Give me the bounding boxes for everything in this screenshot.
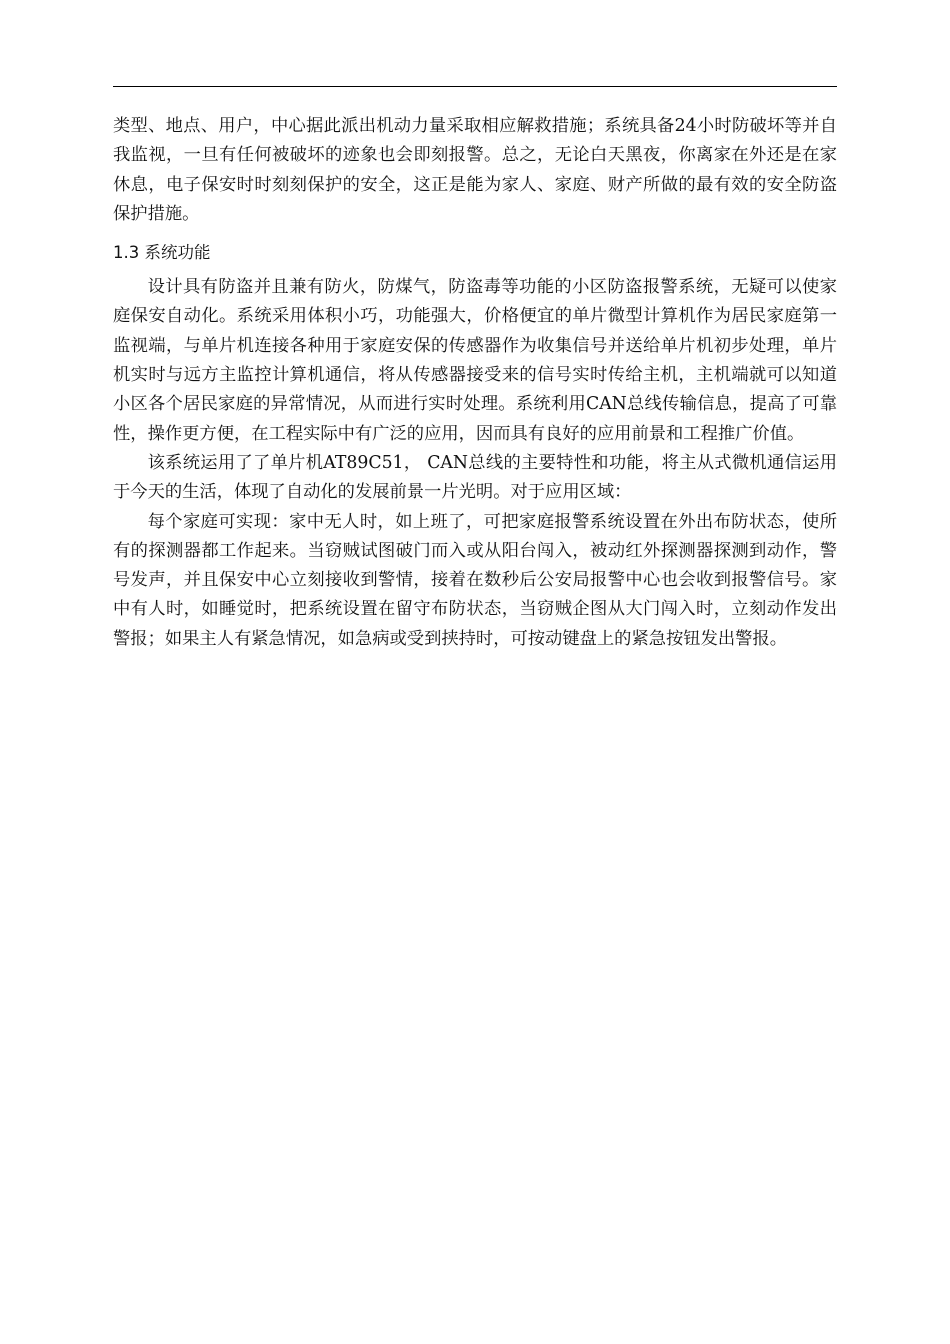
paragraph-system-usage: 该系统运用了了单片机AT89C51， CAN总线的主要特性和功能，将主从式微机通信运用于今天的生活，体现了自动化的发展前景一片光明。对于应用区域： [113, 452, 837, 503]
section-heading: 1.3 系统功能 [113, 243, 211, 263]
document-body [113, 112, 837, 654]
paragraph-system-design: 设计具有防盗并且兼有防火，防煤气，防盗毒等功能的小区防盗报警系统，无疑可以使家庭保安自动化。系统采用体积小巧，功能强大，价格便宜的单片微型计算机作为居民家庭第一监视端，与单片机连接各种用于家庭安保的传感器作为收集信号并送给单片机初步处理，单片机实时与远方主监控计算机通信，将从传感器接受来的信号实时传给主机，主机端就可以知道小区各个居民家庭的异常情况，从而进行实时处理。系统利用CAN总线传输信息，提高了可靠性，操作更方便，在工程实际中有广泛的应用，因而具有良好的应用前景和工程推广价值。 [113, 277, 837, 444]
paragraph-home-application: 每个家庭可实现：家中无人时，如上班了，可把家庭报警系统设置在外出布防状态，使所有的探测器都工作起来。当窃贼试图破门而入或从阳台闯入，被动红外探测器探测到动作，警号发声，并且保安中心立刻接收到警情，接着在数秒后公安局报警中心也会收到报警信号。家中有人时，如睡觉时，把系统设置在留守布防状态，当窃贼企图从大门闯入时，立刻动作发出警报；如果主人有紧急情况，如急病或受到挟持时，可按动键盘上的紧急按钮发出警报。 [113, 511, 837, 649]
header-rule [113, 86, 837, 87]
paragraph-continued: 类型、地点、用户，中心据此派出机动力量采取相应解救措施；系统具备24小时防破坏等并自我监视，一旦有任何被破坏的迹象也会即刻报警。总之，无论白天黑夜，你离家在外还是在家休息，电子保安时时刻刻保护的安全，这正是能为家人、家庭、财产所做的最有效的安全防盗保护措施。 [113, 116, 837, 224]
